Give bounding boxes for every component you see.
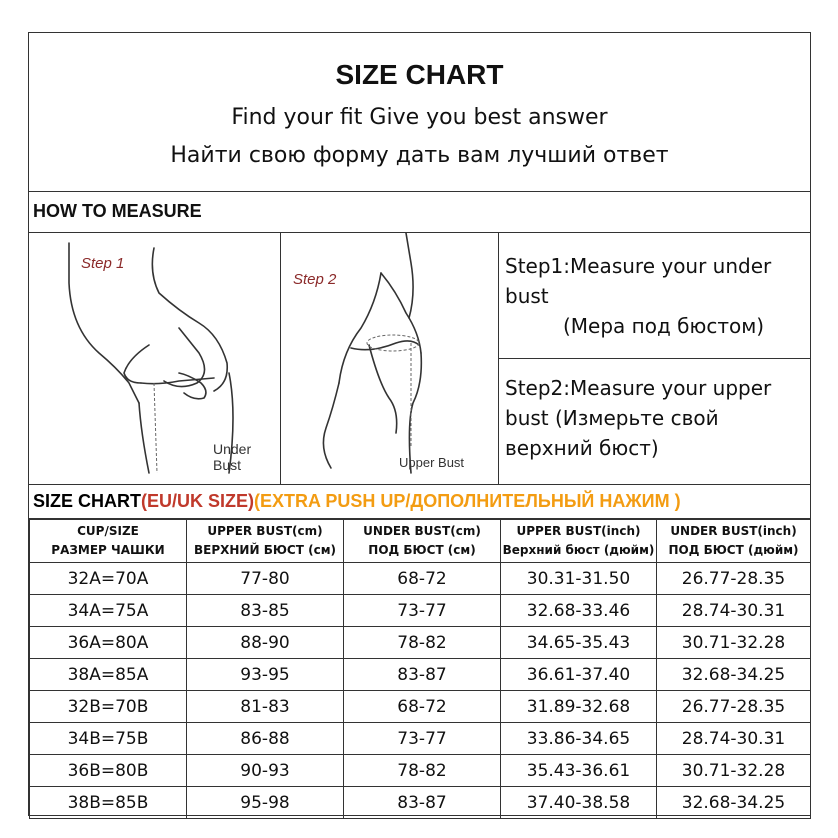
- table-cell: 38A=85A: [30, 659, 187, 691]
- table-cell: 33.86-34.65: [501, 723, 657, 755]
- table-cell: 34A=75A: [30, 595, 187, 627]
- step2-text: Step2:Measure your upper bust (Измерьте свой верхний бюст): [505, 376, 772, 460]
- table-cell: 73-77: [344, 595, 501, 627]
- heading-part-eu-uk: (EU/UK SIZE): [141, 491, 255, 511]
- table-cell: 28.74-30.31: [657, 723, 811, 755]
- table-row: [30, 755, 811, 787]
- table-cell: 34B=75B: [30, 723, 187, 755]
- step1-instructions: [499, 233, 810, 359]
- table-cell: 36A=80A: [30, 627, 187, 659]
- table-cell: 30.31-31.50: [501, 563, 657, 595]
- page-title: SIZE CHART: [335, 59, 504, 90]
- step1-image-caption: Under Bust: [213, 441, 252, 473]
- table-cell: 95-98: [187, 787, 344, 819]
- table-cell: 90-93: [187, 755, 344, 787]
- table-cell: 37.40-38.58: [501, 787, 657, 819]
- table-row: [30, 563, 811, 595]
- table-cell: 83-85: [187, 595, 344, 627]
- header-upper-bust-cm: UPPER BUST(cm) ВЕРХНИЙ БЮСТ (см): [187, 520, 344, 563]
- table-cell: 78-82: [344, 627, 501, 659]
- table-cell: 81-83: [187, 691, 344, 723]
- table-cell: 83-87: [344, 787, 501, 819]
- table-cell: 32.68-34.25: [657, 787, 811, 819]
- table-cell: 77-80: [187, 563, 344, 595]
- table-cell: 36B=80B: [30, 755, 187, 787]
- size-chart-heading: [33, 491, 681, 512]
- header-cup-size: CUP/SIZE РАЗМЕР ЧАШКИ: [30, 520, 187, 563]
- table-cell: 32A=70A: [30, 563, 187, 595]
- step1-text-russian: (Мера под бюстом): [563, 314, 765, 338]
- table-cell: 32.68-33.46: [501, 595, 657, 627]
- table-cell: 28.74-30.31: [657, 595, 811, 627]
- measure-steps-section: [29, 233, 810, 485]
- table-cell: 34.65-35.43: [501, 627, 657, 659]
- step2-image-label: Step 2: [293, 271, 337, 288]
- table-row: [30, 691, 811, 723]
- table-cell: 26.77-28.35: [657, 691, 811, 723]
- table-row: [30, 595, 811, 627]
- header-under-bust-inch: UNDER BUST(inch) ПОД БЮСТ (дюйм): [657, 520, 811, 563]
- table-cell: 68-72: [344, 563, 501, 595]
- subtitle-russian: Найти свою форму дать вам лучший ответ: [170, 143, 669, 168]
- size-table: [29, 519, 811, 819]
- table-cell: 93-95: [187, 659, 344, 691]
- how-to-measure-row: [29, 191, 810, 233]
- subtitle-english: Find your fit Give you best answer: [231, 105, 608, 130]
- table-cell: 30.71-32.28: [657, 627, 811, 659]
- table-row: [30, 659, 811, 691]
- table-cell: 86-88: [187, 723, 344, 755]
- table-row: [30, 787, 811, 819]
- step1-text-english: Step1:Measure your under bust: [505, 254, 772, 308]
- header-under-bust-cm: UNDER BUST(cm) ПОД БЮСТ (см): [344, 520, 501, 563]
- step1-image-label: Step 1: [81, 255, 125, 272]
- header-upper-bust-inch: UPPER BUST(inch) Верхний бюст (дюйм): [501, 520, 657, 563]
- table-cell: 68-72: [344, 691, 501, 723]
- table-cell: 30.71-32.28: [657, 755, 811, 787]
- table-cell: 78-82: [344, 755, 501, 787]
- size-chart-heading-row: [29, 485, 810, 519]
- table-cell: 73-77: [344, 723, 501, 755]
- how-to-measure-label: HOW TO MEASURE: [33, 201, 202, 221]
- table-cell: 26.77-28.35: [657, 563, 811, 595]
- table-cell: 38B=85B: [30, 787, 187, 819]
- step2-illustration: [281, 233, 499, 484]
- size-chart-frame: [28, 32, 811, 816]
- heading-part-extra-push-up: (EXTRA PUSH UP/ДОПОЛНИТЕЛЬНЫЙ НАЖИМ ): [254, 491, 681, 511]
- table-cell: 32.68-34.25: [657, 659, 811, 691]
- table-header-row: [30, 520, 811, 563]
- step2-instructions: [499, 359, 810, 484]
- step1-illustration: [29, 233, 281, 484]
- table-row: [30, 723, 811, 755]
- heading-part-size-chart: SIZE CHART: [33, 491, 141, 511]
- table-cell: 35.43-36.61: [501, 755, 657, 787]
- table-cell: 36.61-37.40: [501, 659, 657, 691]
- step2-image-caption: Upper Bust: [399, 455, 465, 470]
- table-cell: 83-87: [344, 659, 501, 691]
- table-cell: 88-90: [187, 627, 344, 659]
- table-cell: 31.89-32.68: [501, 691, 657, 723]
- chart-header: [29, 33, 810, 192]
- table-row: [30, 627, 811, 659]
- table-cell: 32B=70B: [30, 691, 187, 723]
